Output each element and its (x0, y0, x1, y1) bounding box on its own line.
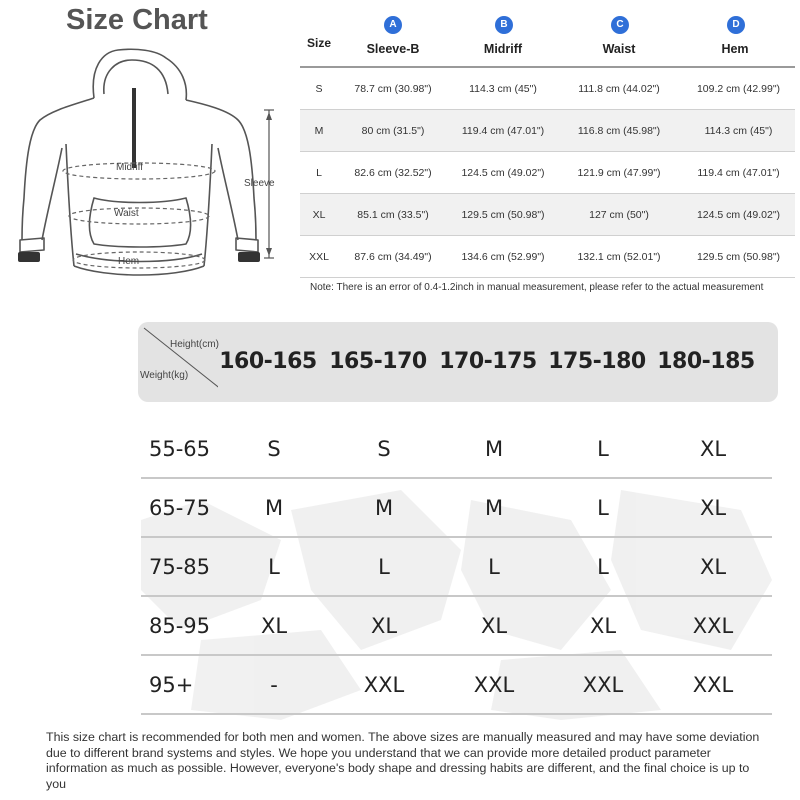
size-cell: XL (370, 614, 398, 638)
col-sleeve: Sleeve-B (366, 42, 420, 56)
midriff-label: Midriff (116, 162, 144, 173)
size-column-header: Size (307, 36, 332, 50)
cell-sleeve: 82.6 cm (32.52") (354, 167, 432, 179)
size-cell: M (484, 496, 504, 520)
weight-range: 65-75 (149, 496, 211, 520)
cell-waist: 111.8 cm (44.02") (578, 83, 660, 95)
cell-sleeve: 87.6 cm (34.49") (354, 251, 432, 263)
size-row-55-65 (141, 420, 772, 479)
size-cell: L (597, 437, 609, 461)
cell-waist: 121.9 cm (47.99") (577, 167, 661, 179)
size-cell: L (488, 555, 500, 579)
waist-label: Waist (114, 208, 139, 219)
badge-a: A (384, 16, 402, 34)
height-range: 165-170 (329, 349, 427, 374)
height-range: 175-180 (548, 349, 646, 374)
badge-d: D (727, 16, 745, 34)
cell-sleeve: 85.1 cm (33.5") (357, 209, 429, 221)
hoodie-diagram (6, 48, 296, 298)
size-row-95-plus (141, 656, 772, 715)
size-cell: XXL (473, 673, 515, 697)
hoodie-illustration (6, 48, 296, 298)
measurement-row-s (300, 68, 795, 110)
size-cell: XL (589, 614, 617, 638)
size-cell: XXL (363, 673, 405, 697)
size-cell: M (484, 437, 504, 461)
measurement-row-xxl (300, 236, 795, 278)
badge-b: B (495, 16, 513, 34)
height-label: Height(cm) (170, 339, 219, 350)
cell-hem: 124.5 cm (49.02") (696, 209, 781, 221)
col-midriff: Midriff (483, 42, 523, 56)
height-range: 160-165 (219, 349, 317, 374)
cell-waist: 127 cm (50") (589, 209, 649, 221)
size-cell: L (597, 555, 609, 579)
size-cell: XL (480, 614, 508, 638)
cell-midriff: 129.5 cm (50.98") (461, 209, 545, 221)
cell-midriff: 124.5 cm (49.02") (461, 167, 545, 179)
weight-range: 55-65 (149, 437, 211, 461)
col-waist: Waist (602, 42, 636, 56)
size-cell: XL (699, 437, 727, 461)
size-cell: XL (260, 614, 288, 638)
size-cell: S (267, 437, 281, 461)
cell-waist: 132.1 cm (52.01") (577, 251, 661, 263)
height-range: 180-185 (657, 349, 755, 374)
cell-hem: 129.5 cm (50.98") (696, 251, 781, 263)
measurement-row-m (300, 110, 795, 152)
row-size: XL (312, 209, 326, 221)
row-size: L (316, 167, 322, 179)
cell-hem: 119.4 cm (47.01") (697, 167, 780, 179)
footer-disclaimer: This size chart is recommended for both men and women. The above sizes are manually measured and may have some deviation due to different brand systems and styles. We hope you understand that we can provide more detailed product parameter information as much as possible. However, everyone's body shape and dressing habits are different, and the final choice is up to you (46, 730, 760, 791)
cell-waist: 116.8 cm (45.98") (577, 125, 661, 137)
weight-range: 75-85 (149, 555, 211, 579)
row-size: S (315, 83, 323, 95)
row-size: XXL (309, 251, 329, 263)
size-row-75-85 (141, 538, 772, 597)
cell-hem: 114.3 cm (45") (704, 125, 773, 137)
size-cell: L (268, 555, 280, 579)
size-row-65-75 (141, 479, 772, 538)
size-cell: L (597, 496, 609, 520)
badge-c: C (611, 16, 629, 34)
sleeve-label: Sleeve (244, 178, 275, 189)
measurement-row-xl (300, 194, 795, 236)
cell-midriff: 119.4 cm (47.01") (461, 125, 545, 137)
size-recommendation-grid (141, 420, 772, 720)
size-cell: M (374, 496, 394, 520)
size-cell: M (264, 496, 284, 520)
size-cell: XXL (692, 614, 734, 638)
size-cell: L (378, 555, 390, 579)
height-range: 170-175 (439, 349, 537, 374)
cell-sleeve: 78.7 cm (30.98") (354, 83, 432, 95)
col-hem: Hem (721, 42, 749, 56)
measurement-table-header (300, 12, 795, 68)
cell-hem: 109.2 cm (42.99") (696, 83, 781, 95)
size-cell: - (270, 673, 278, 697)
size-cell: S (377, 437, 391, 461)
cell-midriff: 114.3 cm (45") (469, 83, 537, 95)
weight-range: 95+ (149, 673, 194, 697)
size-cell: XXL (582, 673, 624, 697)
hem-label: Hem (118, 256, 140, 267)
height-range-header (138, 322, 778, 402)
size-cell: XXL (692, 673, 734, 697)
diagonal-divider (138, 322, 218, 402)
cell-sleeve: 80 cm (31.5") (361, 125, 425, 137)
size-cell: XL (699, 496, 727, 520)
weight-label: Weight(kg) (140, 370, 189, 381)
row-size: M (314, 125, 324, 137)
size-cell: XL (699, 555, 727, 579)
size-row-85-95 (141, 597, 772, 656)
cell-midriff: 134.6 cm (52.99") (461, 251, 545, 263)
measurement-note: Note: There is an error of 0.4-1.2inch in manual measurement, please refer to the actual measurement (310, 282, 764, 293)
weight-range: 85-95 (149, 614, 211, 638)
measurement-row-l (300, 152, 795, 194)
page-title: Size Chart (66, 4, 208, 36)
